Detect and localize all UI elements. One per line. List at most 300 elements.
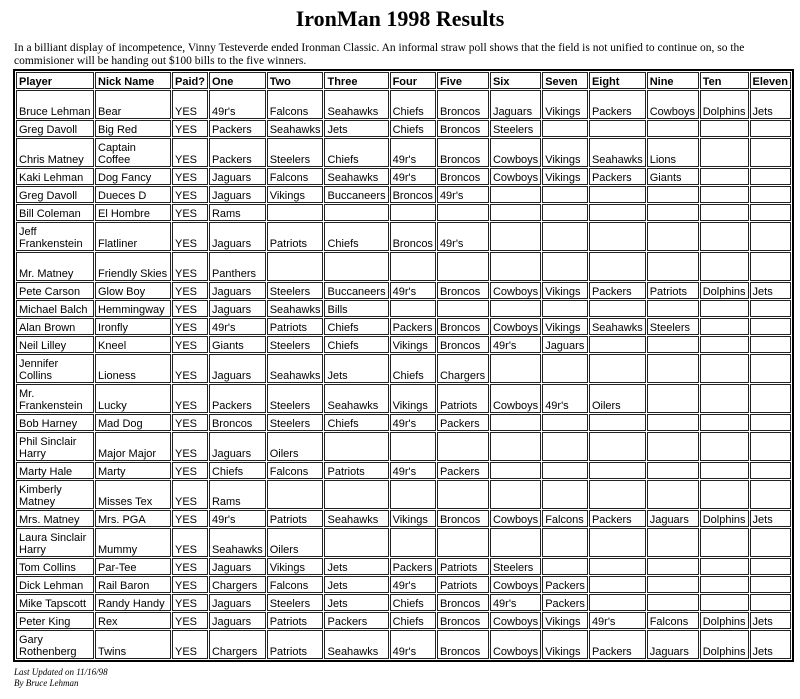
pick-cell: Jets xyxy=(324,558,388,575)
player-cell: Mr. Matney xyxy=(16,252,94,281)
pick-cell xyxy=(750,528,791,557)
pick-cell: Rams xyxy=(209,204,266,221)
table-row xyxy=(16,558,791,575)
pick-cell: 49r's xyxy=(589,612,646,629)
pick-cell xyxy=(647,558,699,575)
pick-cell: Seahawks xyxy=(324,630,388,659)
pick-cell: Packers xyxy=(589,282,646,299)
table-row xyxy=(16,384,791,413)
pick-cell xyxy=(589,252,646,281)
pick-cell: Jaguars xyxy=(647,510,699,527)
paid-cell: YES xyxy=(172,528,208,557)
column-header: Seven xyxy=(542,72,588,89)
pick-cell xyxy=(750,252,791,281)
pick-cell: Jaguars xyxy=(209,300,266,317)
pick-cell: Cowboys xyxy=(490,510,541,527)
pick-cell xyxy=(490,186,541,203)
pick-cell: 49r's xyxy=(390,462,436,479)
column-header: Eight xyxy=(589,72,646,89)
pick-cell xyxy=(490,528,541,557)
pick-cell: Jaguars xyxy=(542,336,588,353)
pick-cell xyxy=(542,528,588,557)
pick-cell: Broncos xyxy=(437,336,489,353)
pick-cell xyxy=(700,414,749,431)
nickname-cell: Dog Fancy xyxy=(95,168,171,185)
pick-cell xyxy=(647,576,699,593)
pick-cell: Broncos xyxy=(437,120,489,137)
pick-cell: Jaguars xyxy=(209,222,266,251)
pick-cell: Giants xyxy=(209,336,266,353)
pick-cell: Jets xyxy=(324,576,388,593)
pick-cell xyxy=(267,480,324,509)
nickname-cell: Misses Tex xyxy=(95,480,171,509)
column-header: Paid? xyxy=(172,72,208,89)
pick-cell xyxy=(700,354,749,383)
pick-cell xyxy=(324,204,388,221)
pick-cell: Steelers xyxy=(267,138,324,167)
pick-cell xyxy=(589,528,646,557)
page-title: IronMan 1998 Results xyxy=(295,6,505,31)
pick-cell xyxy=(324,480,388,509)
pick-cell xyxy=(490,204,541,221)
player-cell: Kimberly Matney xyxy=(16,480,94,509)
pick-cell: Broncos xyxy=(437,282,489,299)
table-row xyxy=(16,300,791,317)
pick-cell xyxy=(589,222,646,251)
player-cell: Alan Brown xyxy=(16,318,94,335)
pick-cell: Seahawks xyxy=(324,90,388,119)
paid-cell: YES xyxy=(172,462,208,479)
pick-cell: Steelers xyxy=(267,594,324,611)
pick-cell xyxy=(390,300,436,317)
pick-cell xyxy=(750,558,791,575)
pick-cell xyxy=(589,414,646,431)
pick-cell: Cowboys xyxy=(490,630,541,659)
pick-cell: Chargers xyxy=(437,354,489,383)
pick-cell xyxy=(750,354,791,383)
player-cell: Dick Lehman xyxy=(16,576,94,593)
pick-cell: 49r's xyxy=(437,222,489,251)
pick-cell: Steelers xyxy=(267,282,324,299)
pick-cell xyxy=(437,480,489,509)
pick-cell xyxy=(700,558,749,575)
nickname-cell: Flatliner xyxy=(95,222,171,251)
pick-cell xyxy=(647,222,699,251)
nickname-cell: Rail Baron xyxy=(95,576,171,593)
player-cell: Greg Davoll xyxy=(16,186,94,203)
pick-cell xyxy=(589,576,646,593)
pick-cell: Chiefs xyxy=(324,318,388,335)
pick-cell: Steelers xyxy=(267,384,324,413)
pick-cell xyxy=(437,300,489,317)
column-header: Three xyxy=(324,72,388,89)
pick-cell xyxy=(647,528,699,557)
pick-cell: 49r's xyxy=(209,510,266,527)
pick-cell xyxy=(700,204,749,221)
pick-cell: Seahawks xyxy=(267,354,324,383)
intro-paragraph: In a billiant display of incompetence, Vinny Testeverde ended Ironman Classic. An informal straw poll shows that the field is not unified to continue on, so the commisioner will be handing out $100 bills to the five winners. xyxy=(14,42,745,67)
pick-cell xyxy=(750,168,791,185)
pick-cell xyxy=(750,594,791,611)
table-row xyxy=(16,252,791,281)
nickname-cell: Mummy xyxy=(95,528,171,557)
nickname-cell: Lucky xyxy=(95,384,171,413)
table-row xyxy=(16,168,791,185)
column-header: Nine xyxy=(647,72,699,89)
paid-cell: YES xyxy=(172,432,208,461)
pick-cell: Seahawks xyxy=(267,120,324,137)
pick-cell: 49r's xyxy=(390,282,436,299)
nickname-cell: Captain Coffee xyxy=(95,138,171,167)
player-cell: Phil Sinclair Harry xyxy=(16,432,94,461)
table-row xyxy=(16,138,791,167)
pick-cell xyxy=(589,480,646,509)
nickname-cell: Glow Boy xyxy=(95,282,171,299)
paid-cell: YES xyxy=(172,120,208,137)
pick-cell: Bills xyxy=(324,300,388,317)
pick-cell: Oilers xyxy=(589,384,646,413)
pick-cell xyxy=(647,336,699,353)
pick-cell: Chiefs xyxy=(324,336,388,353)
pick-cell: Steelers xyxy=(267,414,324,431)
paid-cell: YES xyxy=(172,186,208,203)
pick-cell: 49r's xyxy=(390,630,436,659)
pick-cell: Broncos xyxy=(209,414,266,431)
pick-cell: Buccaneers xyxy=(324,186,388,203)
table-row xyxy=(16,576,791,593)
pick-cell xyxy=(750,384,791,413)
pick-cell: Jets xyxy=(750,630,791,659)
nickname-cell: Par-Tee xyxy=(95,558,171,575)
pick-cell xyxy=(490,354,541,383)
pick-cell xyxy=(542,252,588,281)
pick-cell: Jets xyxy=(324,354,388,383)
pick-cell: Vikings xyxy=(542,168,588,185)
pick-cell: Packers xyxy=(437,414,489,431)
pick-cell xyxy=(437,204,489,221)
table-row xyxy=(16,594,791,611)
nickname-cell: Marty xyxy=(95,462,171,479)
paid-cell: YES xyxy=(172,300,208,317)
pick-cell: Patriots xyxy=(267,222,324,251)
pick-cell: Patriots xyxy=(437,384,489,413)
pick-cell xyxy=(542,414,588,431)
pick-cell: Vikings xyxy=(390,384,436,413)
pick-cell: 49r's xyxy=(209,90,266,119)
paid-cell: YES xyxy=(172,354,208,383)
nickname-cell: Ironfly xyxy=(95,318,171,335)
pick-cell xyxy=(647,186,699,203)
paid-cell: YES xyxy=(172,414,208,431)
player-cell: Pete Carson xyxy=(16,282,94,299)
pick-cell xyxy=(700,318,749,335)
pick-cell: 49r's xyxy=(390,168,436,185)
column-header: Ten xyxy=(700,72,749,89)
pick-cell: Panthers xyxy=(209,252,266,281)
pick-cell: Steelers xyxy=(267,336,324,353)
pick-cell xyxy=(700,120,749,137)
paid-cell: YES xyxy=(172,510,208,527)
pick-cell xyxy=(589,120,646,137)
pick-cell: Cowboys xyxy=(490,318,541,335)
player-cell: Tom Collins xyxy=(16,558,94,575)
table-row xyxy=(16,414,791,431)
pick-cell xyxy=(700,528,749,557)
player-cell: Laura Sinclair Harry xyxy=(16,528,94,557)
paid-cell: YES xyxy=(172,594,208,611)
table-row xyxy=(16,204,791,221)
pick-cell: Packers xyxy=(209,138,266,167)
pick-cell: Vikings xyxy=(542,318,588,335)
pick-cell xyxy=(647,594,699,611)
pick-cell: Patriots xyxy=(437,558,489,575)
pick-cell: Falcons xyxy=(267,168,324,185)
player-cell: Mr. Frankenstein xyxy=(16,384,94,413)
table-row xyxy=(16,282,791,299)
pick-cell: Broncos xyxy=(437,318,489,335)
nickname-cell: Twins xyxy=(95,630,171,659)
nickname-cell: Rex xyxy=(95,612,171,629)
pick-cell xyxy=(700,594,749,611)
pick-cell: Vikings xyxy=(267,186,324,203)
pick-cell: Steelers xyxy=(647,318,699,335)
pick-cell: Steelers xyxy=(490,120,541,137)
pick-cell: Chiefs xyxy=(390,612,436,629)
pick-cell xyxy=(267,204,324,221)
pick-cell xyxy=(750,576,791,593)
pick-cell xyxy=(750,336,791,353)
pick-cell: Falcons xyxy=(267,462,324,479)
pick-cell: Cowboys xyxy=(490,576,541,593)
pick-cell: Vikings xyxy=(542,282,588,299)
pick-cell: Vikings xyxy=(390,336,436,353)
pick-cell xyxy=(647,414,699,431)
pick-cell: Dolphins xyxy=(700,612,749,629)
pick-cell: Chargers xyxy=(209,576,266,593)
player-cell: Bill Coleman xyxy=(16,204,94,221)
pick-cell: Patriots xyxy=(647,282,699,299)
nickname-cell: Mrs. PGA xyxy=(95,510,171,527)
player-cell: Jeff Frankenstein xyxy=(16,222,94,251)
nickname-cell: Mad Dog xyxy=(95,414,171,431)
pick-cell: Patriots xyxy=(267,612,324,629)
paid-cell: YES xyxy=(172,222,208,251)
pick-cell: Broncos xyxy=(437,612,489,629)
pick-cell: Packers xyxy=(437,462,489,479)
pick-cell: Falcons xyxy=(542,510,588,527)
player-cell: Bruce Lehman xyxy=(16,90,94,119)
pick-cell: Packers xyxy=(589,168,646,185)
pick-cell: Jets xyxy=(750,90,791,119)
pick-cell: Oilers xyxy=(267,432,324,461)
pick-cell: Vikings xyxy=(390,510,436,527)
pick-cell: Falcons xyxy=(647,612,699,629)
footer xyxy=(14,667,108,689)
column-header: Eleven xyxy=(750,72,791,89)
pick-cell xyxy=(542,120,588,137)
pick-cell: Seahawks xyxy=(589,318,646,335)
pick-cell xyxy=(324,528,388,557)
paid-cell: YES xyxy=(172,558,208,575)
table-row xyxy=(16,528,791,557)
pick-cell: Broncos xyxy=(437,630,489,659)
nickname-cell: Major Major xyxy=(95,432,171,461)
pick-cell xyxy=(750,120,791,137)
pick-cell: Patriots xyxy=(267,318,324,335)
pick-cell: Jets xyxy=(750,612,791,629)
pick-cell: Jaguars xyxy=(209,168,266,185)
pick-cell: Cowboys xyxy=(490,612,541,629)
nickname-cell: Randy Handy xyxy=(95,594,171,611)
pick-cell: Cowboys xyxy=(490,282,541,299)
pick-cell: Falcons xyxy=(267,90,324,119)
pick-cell xyxy=(490,414,541,431)
pick-cell: Jets xyxy=(750,510,791,527)
pick-cell: Broncos xyxy=(390,186,436,203)
pick-cell xyxy=(589,204,646,221)
pick-cell: Jaguars xyxy=(490,90,541,119)
pick-cell xyxy=(390,204,436,221)
pick-cell: Dolphins xyxy=(700,510,749,527)
pick-cell xyxy=(750,186,791,203)
paid-cell: YES xyxy=(172,612,208,629)
pick-cell: Vikings xyxy=(542,138,588,167)
paid-cell: YES xyxy=(172,252,208,281)
table-row xyxy=(16,336,791,353)
pick-cell: Chiefs xyxy=(209,462,266,479)
pick-cell: Jets xyxy=(324,120,388,137)
pick-cell: Vikings xyxy=(542,630,588,659)
paid-cell: YES xyxy=(172,318,208,335)
pick-cell: Seahawks xyxy=(324,384,388,413)
last-updated: Last Updated on 11/16/98 xyxy=(14,667,108,677)
nickname-cell: Big Red xyxy=(95,120,171,137)
pick-cell xyxy=(750,462,791,479)
pick-cell xyxy=(647,120,699,137)
pick-cell xyxy=(589,432,646,461)
table-row xyxy=(16,510,791,527)
pick-cell xyxy=(589,462,646,479)
pick-cell: Patriots xyxy=(267,630,324,659)
table-row xyxy=(16,318,791,335)
pick-cell xyxy=(542,204,588,221)
pick-cell: Oilers xyxy=(267,528,324,557)
paid-cell: YES xyxy=(172,576,208,593)
pick-cell xyxy=(750,432,791,461)
pick-cell xyxy=(542,462,588,479)
pick-cell xyxy=(647,432,699,461)
player-cell: Bob Harney xyxy=(16,414,94,431)
table-row xyxy=(16,186,791,203)
pick-cell: Dolphins xyxy=(700,90,749,119)
pick-cell xyxy=(750,138,791,167)
player-cell: Greg Davoll xyxy=(16,120,94,137)
pick-cell: Packers xyxy=(324,612,388,629)
pick-cell: Packers xyxy=(209,384,266,413)
nickname-cell: Friendly Skies xyxy=(95,252,171,281)
nickname-cell: Lioness xyxy=(95,354,171,383)
nickname-cell: Hemmingway xyxy=(95,300,171,317)
pick-cell xyxy=(437,432,489,461)
pick-cell: Packers xyxy=(209,120,266,137)
pick-cell: Broncos xyxy=(437,510,489,527)
player-cell: Chris Matney xyxy=(16,138,94,167)
pick-cell: Seahawks xyxy=(267,300,324,317)
pick-cell: 49r's xyxy=(437,186,489,203)
pick-cell xyxy=(700,462,749,479)
pick-cell xyxy=(700,480,749,509)
column-header: Two xyxy=(267,72,324,89)
pick-cell: Cowboys xyxy=(490,168,541,185)
pick-cell: Chiefs xyxy=(324,222,388,251)
nickname-cell: Kneel xyxy=(95,336,171,353)
pick-cell: Dolphins xyxy=(700,630,749,659)
pick-cell: 49r's xyxy=(390,138,436,167)
pick-cell xyxy=(647,480,699,509)
pick-cell: Packers xyxy=(542,594,588,611)
pick-cell xyxy=(700,186,749,203)
table-row xyxy=(16,612,791,629)
pick-cell: Patriots xyxy=(324,462,388,479)
pick-cell: Broncos xyxy=(390,222,436,251)
pick-cell xyxy=(700,222,749,251)
table-row xyxy=(16,462,791,479)
pick-cell xyxy=(589,354,646,383)
pick-cell: Lions xyxy=(647,138,699,167)
column-header: Nick Name xyxy=(95,72,171,89)
table-row xyxy=(16,90,791,119)
pick-cell xyxy=(647,462,699,479)
pick-cell xyxy=(437,252,489,281)
pick-cell xyxy=(589,336,646,353)
pick-cell: Chiefs xyxy=(390,90,436,119)
player-cell: Jennifer Collins xyxy=(16,354,94,383)
pick-cell: Vikings xyxy=(542,90,588,119)
pick-cell xyxy=(490,222,541,251)
pick-cell: Cowboys xyxy=(490,138,541,167)
pick-cell: Jets xyxy=(750,282,791,299)
pick-cell xyxy=(700,300,749,317)
pick-cell: Packers xyxy=(390,558,436,575)
pick-cell: 49r's xyxy=(490,336,541,353)
column-header: Four xyxy=(390,72,436,89)
player-cell: Peter King xyxy=(16,612,94,629)
pick-cell xyxy=(647,384,699,413)
pick-cell xyxy=(542,354,588,383)
pick-cell: Patriots xyxy=(437,576,489,593)
pick-cell xyxy=(700,138,749,167)
pick-cell: Seahawks xyxy=(324,510,388,527)
paid-cell: YES xyxy=(172,282,208,299)
pick-cell xyxy=(324,252,388,281)
table-row xyxy=(16,222,791,251)
pick-cell: 49r's xyxy=(390,576,436,593)
pick-cell xyxy=(647,300,699,317)
pick-cell: Chiefs xyxy=(390,354,436,383)
pick-cell: Broncos xyxy=(437,90,489,119)
pick-cell: Broncos xyxy=(437,138,489,167)
pick-cell: Patriots xyxy=(267,510,324,527)
table-row xyxy=(16,354,791,383)
pick-cell: Jaguars xyxy=(209,354,266,383)
pick-cell: Cowboys xyxy=(647,90,699,119)
paid-cell: YES xyxy=(172,204,208,221)
pick-cell xyxy=(750,414,791,431)
paid-cell: YES xyxy=(172,384,208,413)
nickname-cell: Bear xyxy=(95,90,171,119)
pick-cell xyxy=(437,528,489,557)
paid-cell: YES xyxy=(172,168,208,185)
